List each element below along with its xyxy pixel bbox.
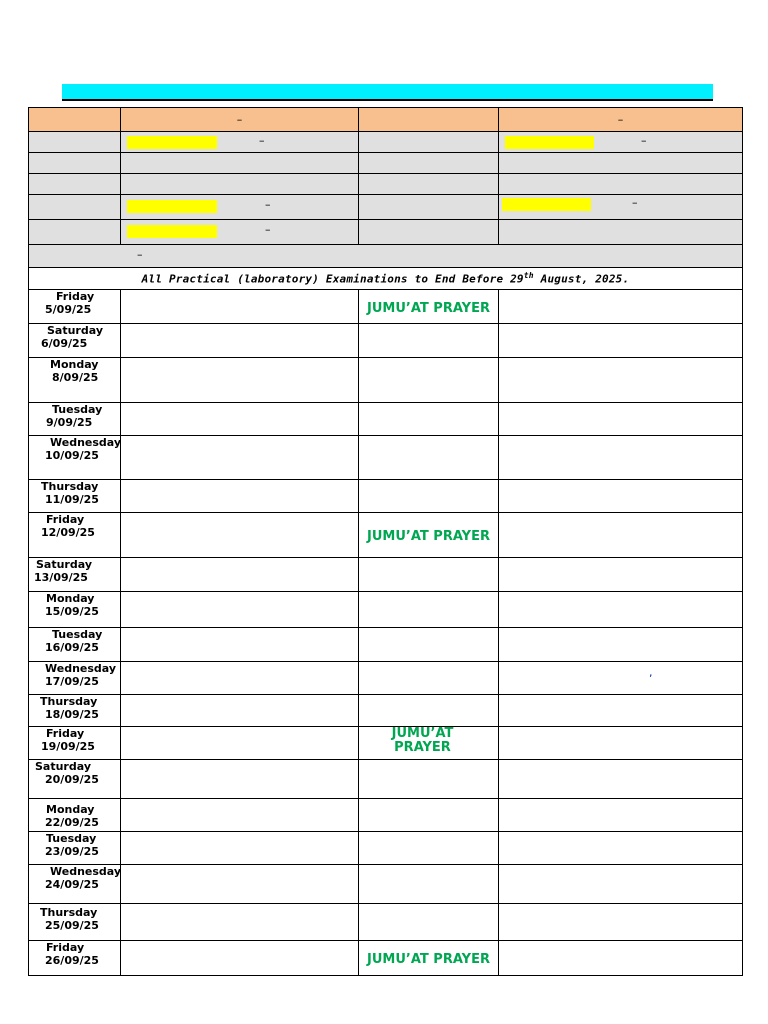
day-row <box>29 290 743 324</box>
date-cell <box>29 480 121 513</box>
day-label: Tuesday <box>52 403 103 416</box>
day-row <box>29 662 743 695</box>
schedule-row <box>29 174 743 195</box>
day-row <box>29 592 743 628</box>
jumuat-prayer-label: JUMU’AT PRAYER <box>367 300 490 316</box>
day-label: Monday <box>46 592 95 605</box>
day-row <box>29 513 743 558</box>
date-label: 6/09/25 <box>41 337 88 350</box>
date-cell <box>29 358 121 403</box>
date-cell <box>29 904 121 941</box>
date-cell <box>29 436 121 480</box>
schedule-row <box>29 245 743 268</box>
date-label: 8/09/25 <box>52 371 99 384</box>
date-cell <box>29 727 121 760</box>
date-cell <box>29 513 121 558</box>
date-label: 26/09/25 <box>45 954 99 967</box>
highlight-box <box>127 136 217 149</box>
date-cell <box>29 403 121 436</box>
date-cell <box>29 662 121 695</box>
date-label: 22/09/25 <box>45 816 99 829</box>
date-label: 13/09/25 <box>34 571 88 584</box>
day-label: Saturday <box>47 324 103 337</box>
day-row <box>29 480 743 513</box>
date-label: 9/09/25 <box>46 416 93 429</box>
date-label: 18/09/25 <box>45 708 99 721</box>
day-row <box>29 436 743 480</box>
jumuat-prayer-label: JUMU’AT PRAYER <box>391 726 454 755</box>
date-label: 20/09/25 <box>45 773 99 786</box>
date-cell <box>29 628 121 662</box>
day-label: Friday <box>56 290 95 303</box>
schedule-row <box>29 132 743 153</box>
day-label: Friday <box>46 941 85 954</box>
day-label: Saturday <box>35 760 91 773</box>
day-label: Monday <box>46 803 95 816</box>
header-dash: – <box>236 113 243 126</box>
date-cell <box>29 695 121 727</box>
date-label: 12/09/25 <box>41 526 95 539</box>
date-cell <box>29 760 121 799</box>
date-label: 25/09/25 <box>45 919 99 932</box>
day-row <box>29 832 743 865</box>
header-cell-1 <box>29 108 121 132</box>
day-label: Thursday <box>40 906 98 919</box>
date-label: 15/09/25 <box>45 605 99 618</box>
dash-mark: – <box>259 134 265 147</box>
jumuat-prayer-label: JUMU’AT PRAYER <box>367 952 490 967</box>
header-row <box>29 108 743 132</box>
date-label: 16/09/25 <box>45 641 99 654</box>
header-cell-2 <box>121 108 359 132</box>
highlight-box <box>505 136 594 149</box>
schedule-row <box>29 220 743 245</box>
highlight-box <box>502 198 591 211</box>
day-row <box>29 558 743 592</box>
day-row <box>29 695 743 727</box>
title-banner <box>62 84 713 101</box>
date-cell <box>29 799 121 832</box>
day-row <box>29 727 743 760</box>
date-cell <box>29 558 121 592</box>
date-label: 11/09/25 <box>45 493 99 506</box>
day-label: Tuesday <box>52 628 103 641</box>
day-row <box>29 799 743 832</box>
header-cell-4 <box>499 108 743 132</box>
dash-mark: – <box>641 134 647 147</box>
schedule-row <box>29 195 743 220</box>
day-label: Saturday <box>36 558 92 571</box>
day-label: Thursday <box>41 480 99 493</box>
day-label: Friday <box>46 513 85 526</box>
day-row <box>29 403 743 436</box>
schedule-row <box>29 153 743 174</box>
date-cell <box>29 832 121 865</box>
notice-row <box>29 268 743 290</box>
date-label: 10/09/25 <box>45 449 99 462</box>
day-row <box>29 324 743 358</box>
practical-exam-notice: All Practical (laboratory) Examinations to End Before 29th August, 2025. <box>29 268 743 290</box>
dash-mark: – <box>265 198 271 211</box>
highlight-box <box>127 200 217 213</box>
highlight-box <box>127 225 217 238</box>
date-cell <box>29 290 121 324</box>
date-cell <box>29 324 121 358</box>
dash-mark: – <box>265 223 271 236</box>
dash-mark: – <box>137 248 143 261</box>
date-label: 19/09/25 <box>41 740 95 753</box>
day-label: Friday <box>46 727 85 740</box>
day-label: Monday <box>50 358 99 371</box>
date-label: 24/09/25 <box>45 878 99 891</box>
day-label: Thursday <box>40 695 98 708</box>
date-cell <box>29 592 121 628</box>
day-row <box>29 904 743 941</box>
day-row <box>29 941 743 976</box>
date-label: 5/09/25 <box>45 303 92 316</box>
exam-timetable <box>28 107 743 976</box>
jumuat-prayer-label: JUMU’AT PRAYER <box>367 529 490 544</box>
date-cell <box>29 941 121 976</box>
date-label: 17/09/25 <box>45 675 99 688</box>
day-label: Wednesday <box>50 436 122 449</box>
day-row <box>29 760 743 799</box>
header-cell-3 <box>359 108 499 132</box>
day-label: Wednesday <box>45 662 117 675</box>
stray-comma: , <box>649 666 653 679</box>
day-row <box>29 358 743 403</box>
day-row <box>29 865 743 904</box>
day-row <box>29 628 743 662</box>
date-label: 23/09/25 <box>45 845 99 858</box>
date-cell <box>29 865 121 904</box>
day-label: Tuesday <box>46 832 97 845</box>
header-dash: – <box>617 113 624 126</box>
day-label: Wednesday <box>50 865 122 878</box>
dash-mark: – <box>632 196 638 209</box>
